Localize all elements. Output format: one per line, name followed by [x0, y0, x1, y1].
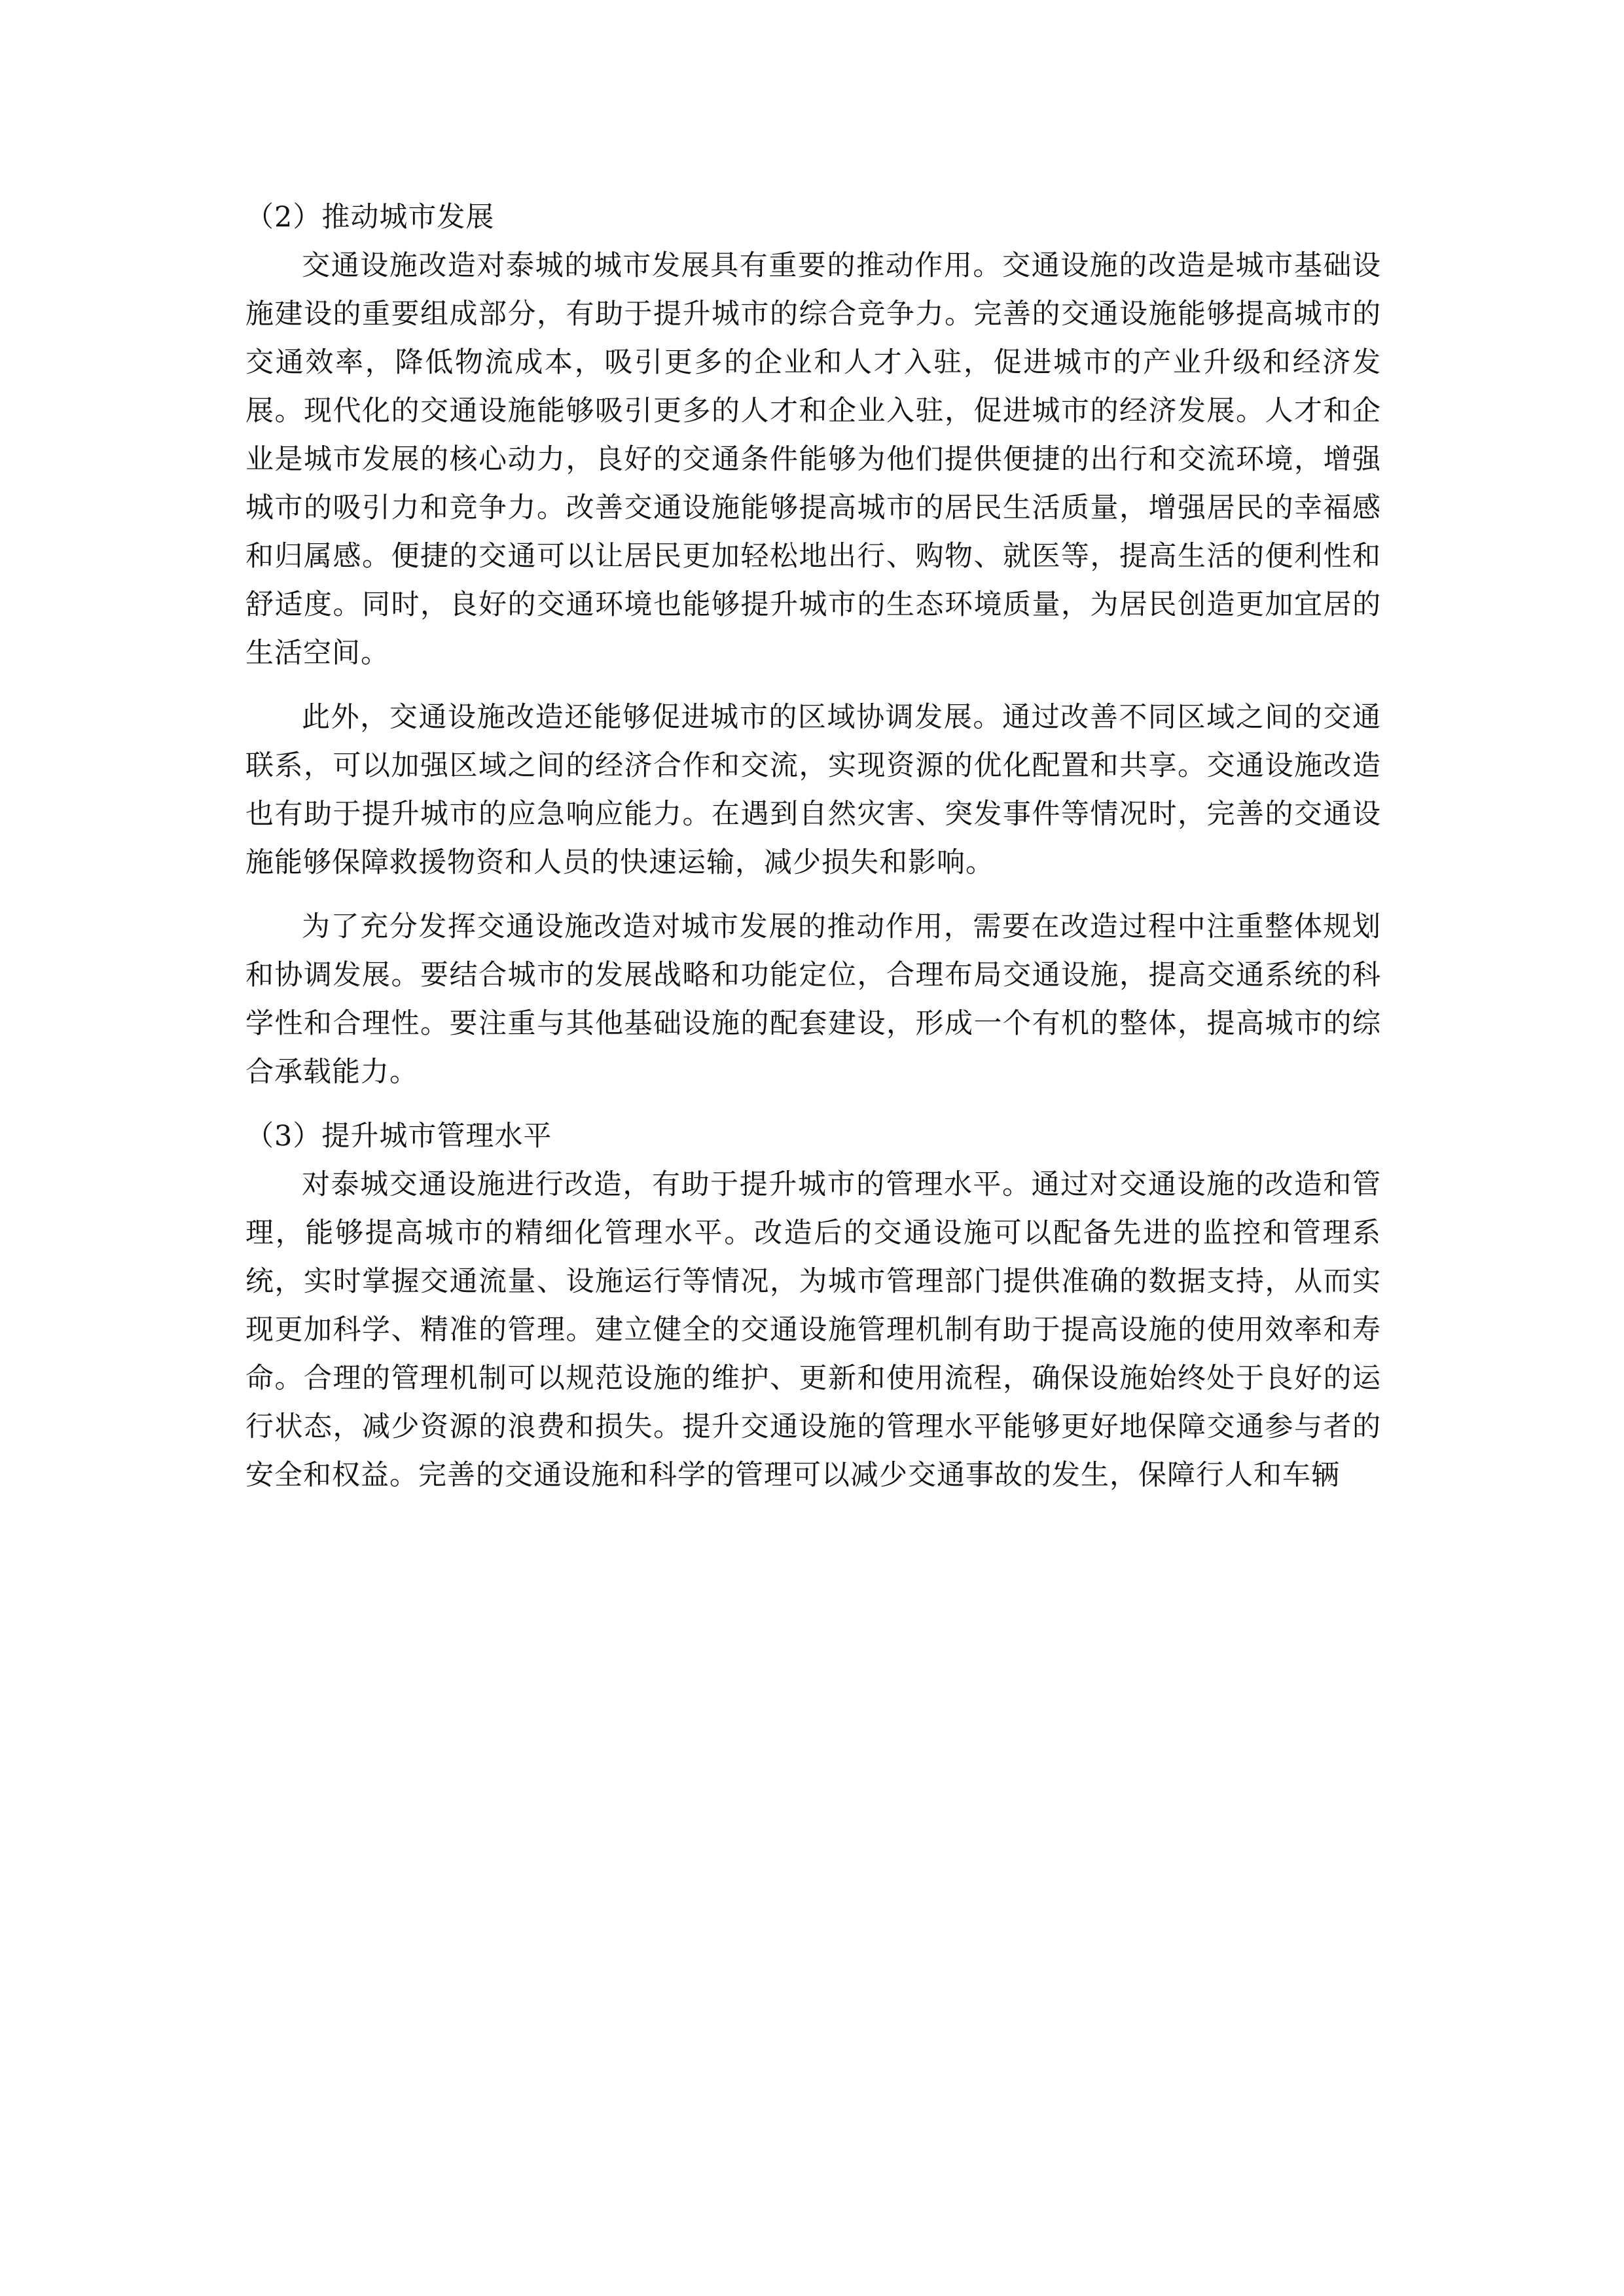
- document-body: [245, 193, 1381, 1499]
- paragraph: 交通设施改造对泰城的城市发展具有重要的推动作用。交通设施的改造是城市基础设施建设的重要组成部分，有助于提升城市的综合竞争力。完善的交通设施能够提高城市的交通效率，降低物流成本，吸引更多的企业和人才入驻，促进城市的产业升级和经济发展。现代化的交通设施能够吸引更多的人才和企业入驻，促进城市的经济发展。人才和企业是城市发展的核心动力，良好的交通条件能够为他们提供便捷的出行和交流环境，增强城市的吸引力和竞争力。改善交通设施能够提高城市的居民生活质量，增强居民的幸福感和归属感。便捷的交通可以让居民更加轻松地出行、购物、就医等，提高生活的便利性和舒适度。同时，良好的交通环境也能够提升城市的生态环境质量，为居民创造更加宜居的生活空间。: [245, 249, 1381, 670]
- paragraph: 为了充分发挥交通设施改造对城市发展的推动作用，需要在改造过程中注重整体规划和协调发展。要结合城市的发展战略和功能定位，合理布局交通设施，提高交通系统的科学性和合理性。要注重与其他基础设施的配套建设，形成一个有机的整体，提高城市的综合承载能力。: [245, 910, 1381, 1088]
- paragraph: 对泰城交通设施进行改造，有助于提升城市的管理水平。通过对交通设施的改造和管理，能够提高城市的精细化管理水平。改造后的交通设施可以配备先进的监控和管理系统，实时掌握交通流量、设施运行等情况，为城市管理部门提供准确的数据支持，从而实现更加科学、精准的管理。建立健全的交通设施管理机制有助于提高设施的使用效率和寿命。合理的管理机制可以规范设施的维护、更新和使用流程，确保设施始终处于良好的运行状态，减少资源的浪费和损失。提升交通设施的管理水平能够更好地保障交通参与者的安全和权益。完善的交通设施和科学的管理可以减少交通事故的发生，保障行人和车辆: [245, 1168, 1381, 1492]
- paragraph: 此外，交通设施改造还能够促进城市的区域协调发展。通过改善不同区域之间的交通联系，可以加强区域之间的经济合作和交流，实现资源的优化配置和共享。交通设施改造也有助于提升城市的应急响应能力。在遇到自然灾害、突发事件等情况时，完善的交通设施能够保障救援物资和人员的快速运输，减少损失和影响。: [245, 701, 1381, 879]
- section-heading-3: （3）提升城市管理水平: [245, 1120, 552, 1153]
- section-heading-2: （2）推动城市发展: [245, 201, 495, 234]
